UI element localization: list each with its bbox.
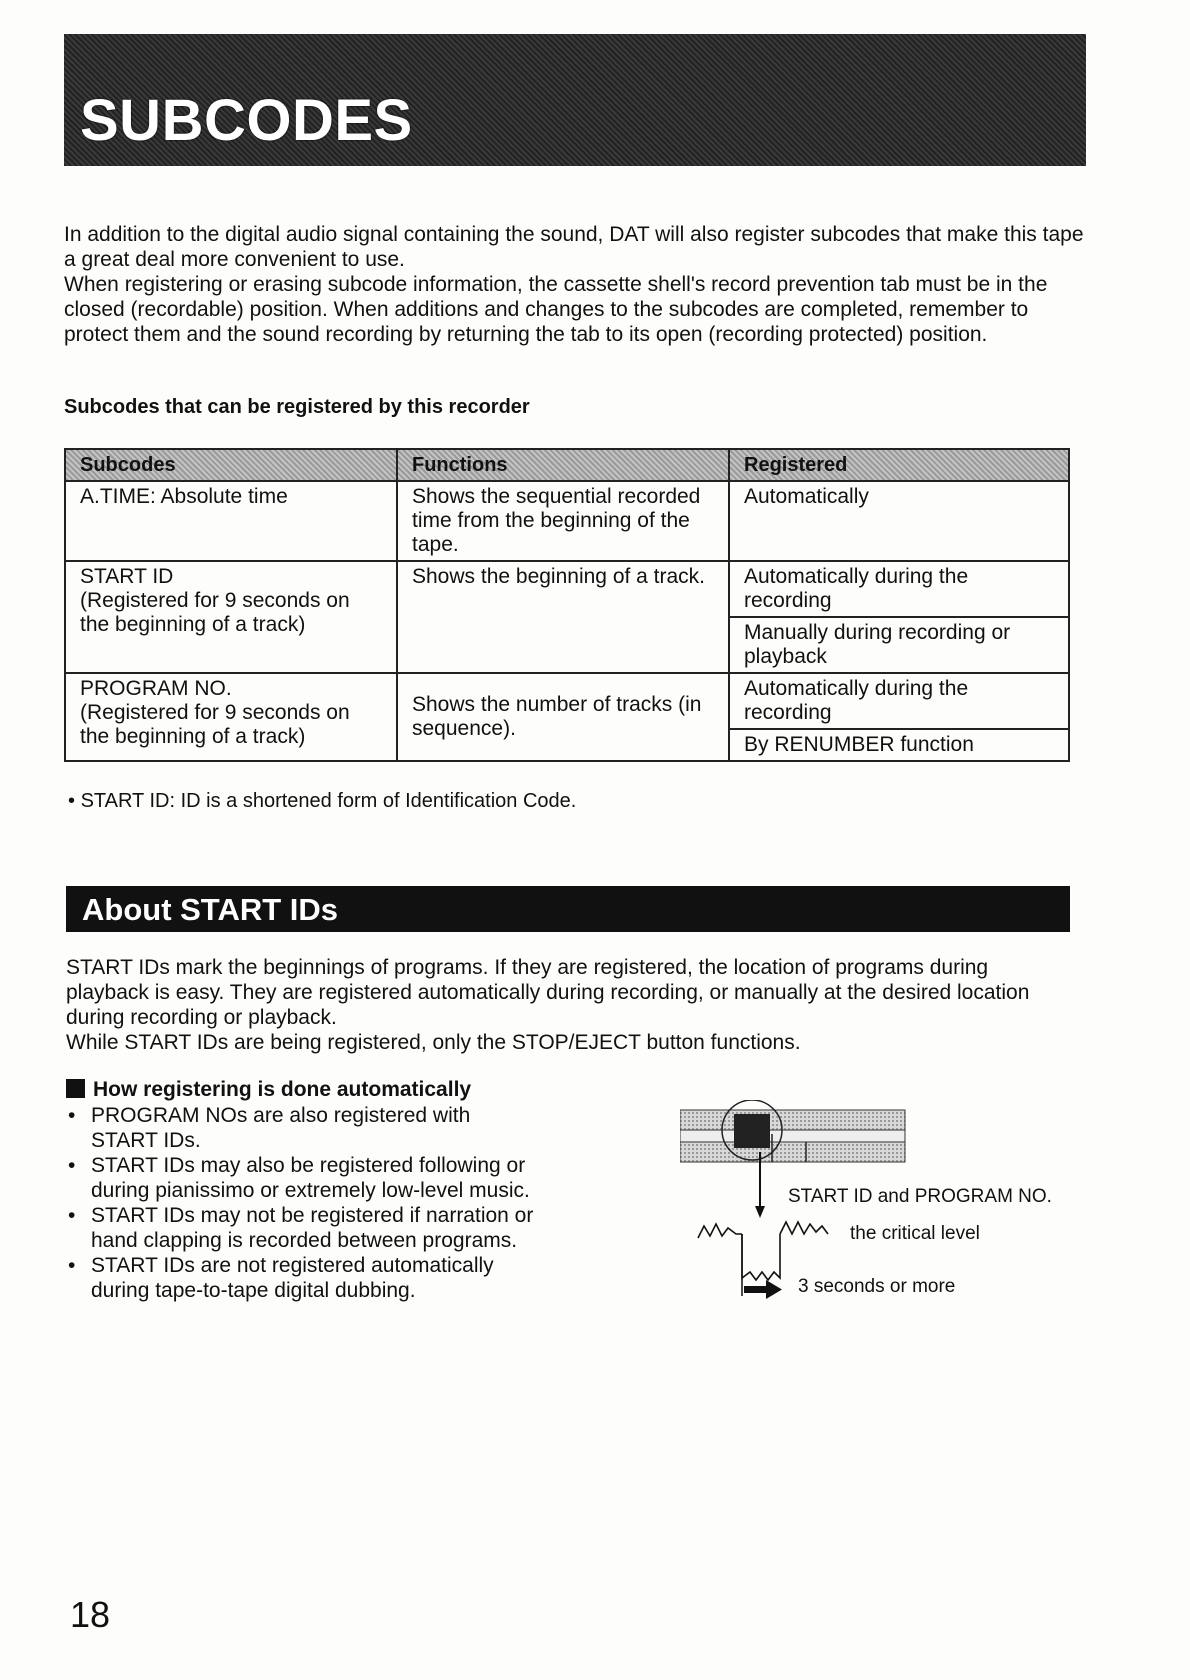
intro-paragraph-1: In addition to the digital audio signal containing the sound, DAT will also register subcodes that make this tape a great deal more convenient to use.: [64, 223, 1084, 271]
section-banner: [66, 886, 1070, 932]
cell-program-function: Shows the number of tracks (in sequence).: [397, 673, 729, 761]
list-item: • PROGRAM NOs are also registered with START IDs.: [66, 1103, 538, 1153]
table-row-atime: [65, 481, 1069, 561]
startid-name: START ID: [80, 565, 174, 588]
list-item: • START IDs are not registered automatically during tape-to-tape digital dubbing.: [66, 1253, 538, 1303]
table-heading: Subcodes that can be registered by this recorder: [64, 396, 530, 418]
about-paragraph-2: While START IDs are being registered, only the STOP/EJECT button functions.: [66, 1031, 801, 1054]
header-registered: Registered: [729, 449, 1069, 481]
table-row-program: [65, 673, 1069, 729]
table-footnote: [68, 790, 576, 813]
header-subcodes: Subcodes: [65, 449, 397, 481]
list-item: • START IDs may not be registered if narration or hand clapping is recorded between programs.: [66, 1203, 538, 1253]
list-item: • START IDs may also be registered following or during pianissimo or extremely low-level music.: [66, 1153, 538, 1203]
about-paragraph-1: START IDs mark the beginnings of programs. If they are registered, the location of programs during playback is easy. They are registered automatically during recording, or manually at the desired location during recording or playback.: [66, 956, 1030, 1029]
auto-heading: [66, 1078, 471, 1102]
start-id-diagram: [680, 1100, 1100, 1320]
about-text: [66, 955, 1070, 1055]
page-number: 18: [70, 1594, 111, 1635]
cell-program-registered-renumber: By RENUMBER function: [729, 729, 1069, 761]
table-header-row: [65, 449, 1069, 481]
page-title: SUBCODES: [80, 88, 413, 153]
table-row-startid: [65, 561, 1069, 617]
cell-atime-function: Shows the sequential recorded time from the beginning of the tape.: [397, 481, 729, 561]
cell-atime-registered: Automatically: [729, 481, 1069, 561]
title-banner: [64, 34, 1086, 166]
square-bullet-icon: [66, 1079, 85, 1098]
cell-program-registered-auto: Automatically during the recording: [729, 673, 1069, 729]
intro-text: [64, 222, 1084, 347]
header-functions: Functions: [397, 449, 729, 481]
program-note: (Registered for 9 seconds on the beginning of a track): [80, 701, 350, 748]
auto-heading-text: How registering is done automatically: [93, 1078, 472, 1101]
footnote-text: START ID: ID is a shortened form of Identification Code.: [80, 790, 577, 812]
cell-atime-subcode: A.TIME: Absolute time: [65, 481, 397, 561]
startid-note: (Registered for 9 seconds on the beginning of a track): [80, 589, 350, 636]
label-start-id: START ID and PROGRAM NO.: [788, 1186, 1052, 1207]
cell-program-subcode: [65, 673, 397, 761]
label-critical-level: the critical level: [850, 1223, 980, 1244]
cell-startid-registered-manual: Manually during recording or playback: [729, 617, 1069, 673]
section-title: About START IDs: [82, 892, 339, 927]
cell-startid-registered-auto: Automatically during the recording: [729, 561, 1069, 617]
cell-startid-function: Shows the beginning of a track.: [397, 561, 729, 673]
auto-bullet-list: [66, 1103, 538, 1303]
subcodes-table: [64, 448, 1070, 762]
label-seconds: 3 seconds or more: [798, 1276, 956, 1297]
cell-startid-subcode: [65, 561, 397, 673]
tape-track-icon: [680, 1100, 905, 1162]
program-name: PROGRAM NO.: [80, 677, 232, 700]
bullet-glyph: •: [68, 790, 81, 812]
intro-paragraph-2: When registering or erasing subcode information, the cassette shell's record prevention tab must be in the closed (recordable) position. When additions and changes to the subcodes are completed, remember to protect them and the sound recording by returning the tab to its open (recording protected) position.: [64, 273, 1048, 346]
right-arrow-icon: [744, 1280, 782, 1299]
